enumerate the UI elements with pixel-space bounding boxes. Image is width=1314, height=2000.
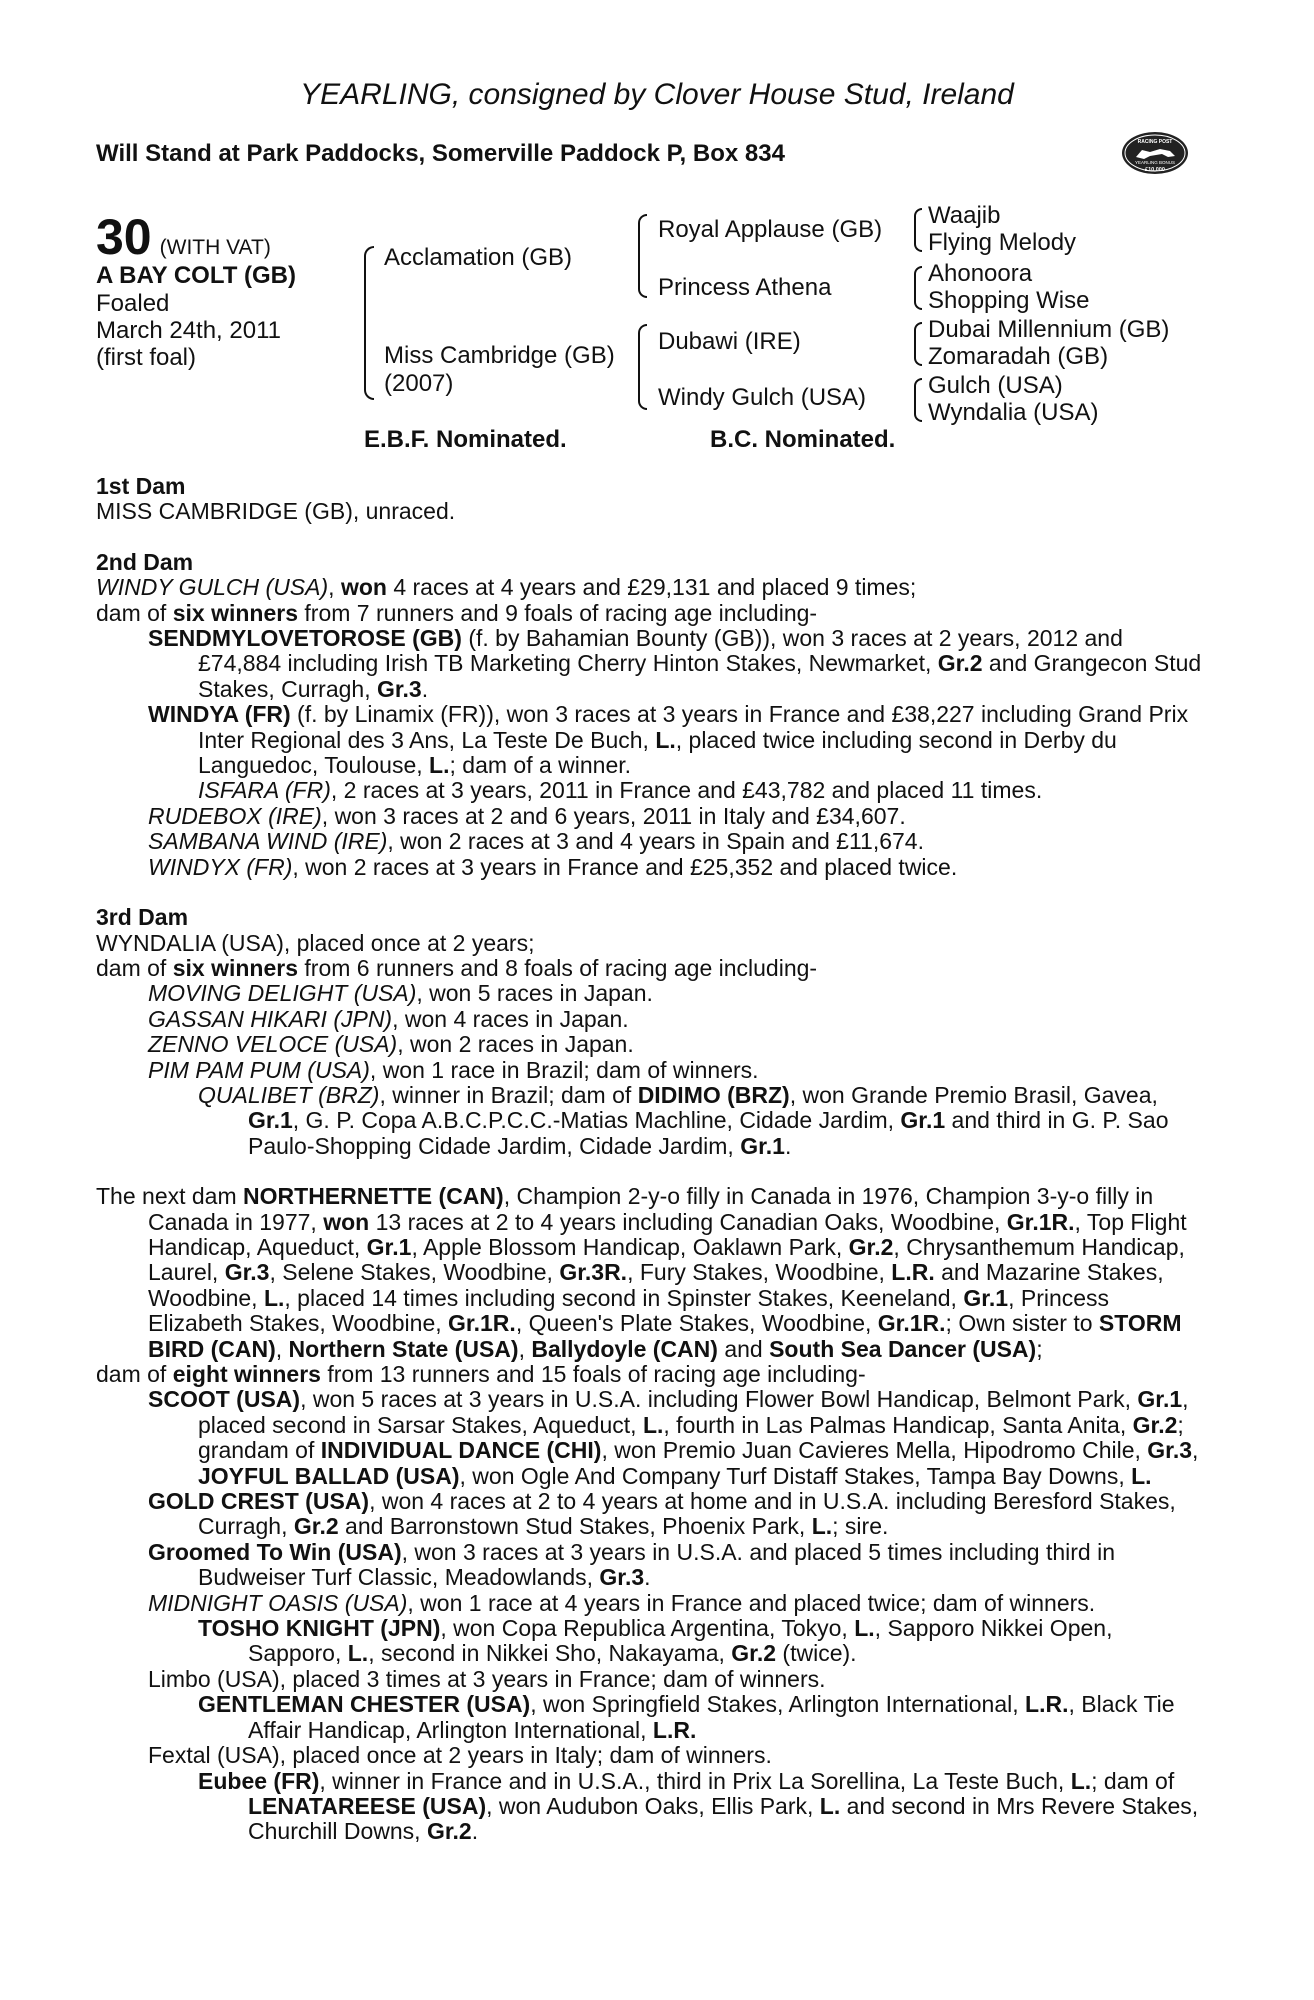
sire-dam-dam: Shopping Wise xyxy=(928,287,1090,314)
progeny-entry: MIDNIGHT OASIS (USA), won 1 race at 4 years in France and placed twice; dam of winners. xyxy=(148,1589,1096,1616)
dam-dam-dam: Wyndalia (USA) xyxy=(928,399,1099,426)
progeny-entry: MOVING DELIGHT (USA), won 5 races in Japan. xyxy=(148,980,653,1007)
next-dam-produce: dam of eight winners from 13 runners and 15 foals of racing age including- xyxy=(96,1361,866,1387)
progeny-entry: SCOOT (USA), won 5 races at 3 years in U.S.A. including Flower Bowl Handicap, Belmont Park, Gr.1, placed second in Sarsar Stakes, Aqueduct, L., fourth in Las Palmas Handicap, Santa Anita, Gr.2; grandam of INDIVIDUAL DANCE (CHI), won Premio Juan Cavieres Mella, Hipodromo Chile, Gr.3, JOYFUL BALLAD (USA), won Ogle And Company Turf Distaff Stakes, Tampa Bay Downs, L. xyxy=(148,1386,1199,1489)
progeny-entry: WINDYA (FR) (f. by Linamix (FR)), won 3 races at 3 years in France and £38,227 including Grand Prix Inter Regional des 3 Ans, La Teste De Buch, L., placed twice including second in Derby du Languedoc, Toulouse, L.; dam of a winner. xyxy=(148,701,1189,779)
yearling-bonus-badge xyxy=(1120,130,1190,176)
next-dam-text: The next dam NORTHERNETTE (CAN), Champion 2-y-o filly in Canada in 1976, Champion 3-y-o filly in Canada in 1977, won 13 races at 2 to 4 years including Canadian Oaks, Woodbine, Gr.1R., Top Flight Handicap, Aqueduct, Gr.1, Apple Blossom Handicap, Oaklawn Park, Gr.2, Chrysanthemum Handicap, Laurel, Gr.3, Selene Stakes, Woodbine, Gr.3R., Fury Stakes, Woodbine, L.R. and Mazarine Stakes, Woodbine, L., placed 14 times including second in Spinster Stakes, Keeneland, Gr.1, Princess Elizabeth Stakes, Woodbine, Gr.1R., Queen's Plate Stakes, Woodbine, Gr.1R.; Own sister to STORM BIRD (CAN), Northern State (USA), Ballydoyle (CAN) and South Sea Dancer (USA); xyxy=(96,1183,1187,1362)
third-dam-produce: dam of six winners from 6 runners and 8 foals of racing age including- xyxy=(96,954,818,981)
foaled-label: Foaled xyxy=(96,290,170,317)
pedigree-brace-ss xyxy=(914,208,922,252)
dam-sire: Dubawi (IRE) xyxy=(658,328,801,355)
progeny-entry: ZENNO VELOCE (USA), won 2 races in Japan. xyxy=(148,1031,634,1058)
lot-number: 30 xyxy=(96,209,152,265)
pedigree-brace-sd xyxy=(914,266,922,310)
lot-description: A BAY COLT (GB) xyxy=(96,262,297,289)
pedigree-brace-dam xyxy=(638,324,647,410)
third-dam-heading: 3rd Dam xyxy=(96,904,189,931)
badge-amount-text: £10,000 xyxy=(1145,167,1165,173)
sire-dam: Princess Athena xyxy=(658,274,832,301)
sire-sire-dam: Flying Melody xyxy=(928,229,1077,256)
second-dam-produce: dam of six winners from 7 runners and 9 foals of racing age including- xyxy=(96,599,818,626)
foaled-date: March 24th, 2011 xyxy=(96,317,282,344)
progeny-entry: QUALIBET (BRZ), winner in Brazil; dam of DIDIMO (BRZ), won Grande Premio Brasil, Gavea, Gr.1, G. P. Copa A.B.C.P.C.C.-Matias Machline, Cidade Jardim, Gr.1 and third in G. P. Sao Paulo-Shopping Cidade Jardim, Cidade Jardim, Gr.1. xyxy=(198,1081,1169,1159)
progeny-entry: RUDEBOX (IRE), won 3 races at 2 and 6 years, 2011 in Italy and £34,607. xyxy=(148,802,906,829)
badge-top-text: RACING POST xyxy=(1137,139,1173,145)
foal-note: (first foal) xyxy=(96,344,197,371)
dam-sire-sire: Dubai Millennium (GB) xyxy=(928,316,1170,343)
pedigree-brace-dd xyxy=(914,378,922,422)
badge-mid-text: YEARLING BONUS xyxy=(1134,160,1176,165)
dam-dam-sire: Gulch (USA) xyxy=(928,372,1063,399)
progeny-entry: WINDYX (FR), won 2 races at 3 years in France and £25,352 and placed twice. xyxy=(148,853,958,880)
pedigree-brace-main xyxy=(364,246,374,400)
progeny-entry: Eubee (FR), winner in France and in U.S.A., third in Prix La Sorellina, La Teste Buch, L.; dam of LENATAREESE (USA), won Audubon Oaks, Ellis Park, L. and second in Mrs Revere Stakes, Churchill Downs, Gr.2. xyxy=(198,1767,1199,1845)
progeny-entry: ISFARA (FR), 2 races at 3 years, 2011 in France and £43,782 and placed 11 times. xyxy=(198,777,1043,804)
progeny-entry: GASSAN HIKARI (JPN), won 4 races in Japan. xyxy=(148,1005,629,1032)
progeny-entry: SENDMYLOVETOROSE (GB) (f. by Bahamian Bounty (GB)), won 3 races at 2 years, 2012 and £74,884 including Irish TB Marketing Cherry Hinton Stakes, Newmarket, Gr.2 and Grangecon Stud Stakes, Curragh, Gr.3. xyxy=(148,625,1202,702)
stand-location: Will Stand at Park Paddocks, Somerville Paddock P, Box 834 xyxy=(96,140,785,167)
dam-sire-dam: Zomaradah (GB) xyxy=(928,343,1109,370)
progeny-entry: SAMBANA WIND (IRE), won 2 races at 3 and 4 years in Spain and £11,674. xyxy=(148,828,924,855)
progeny-entry: Limbo (USA), placed 3 times at 3 years in France; dam of winners. xyxy=(148,1665,826,1692)
third-dam-text: WYNDALIA (USA), placed once at 2 years; xyxy=(96,929,535,956)
progeny-entry: GOLD CREST (USA), won 4 races at 2 to 4 years at home and in U.S.A. including Beresford Stakes, Curragh, Gr.2 and Barronstown Stud Stakes, Phoenix Park, L.; sire. xyxy=(148,1488,1176,1540)
ebf-nominated: E.B.F. Nominated. xyxy=(364,426,567,453)
second-dam-heading: 2nd Dam xyxy=(96,548,194,575)
progeny-entry: PIM PAM PUM (USA), won 1 race in Brazil; dam of winners. xyxy=(148,1056,759,1083)
page-title: YEARLING, consigned by Clover House Stud, Ireland xyxy=(300,78,1014,111)
progeny-entry: TOSHO KNIGHT (JPN), won Copa Republica Argentina, Tokyo, L., Sapporo Nikkei Open, Sapporo, L., second in Nikkei Sho, Nakayama, Gr.2 (twice). xyxy=(198,1615,1113,1667)
vat-note: (WITH VAT) xyxy=(159,236,271,259)
dam-dam: Windy Gulch (USA) xyxy=(658,384,867,411)
lot-heading xyxy=(96,208,271,266)
second-dam-text: WINDY GULCH (USA), won 4 races at 4 years and £29,131 and placed 9 times; xyxy=(96,574,917,601)
sire-sire: Royal Applause (GB) xyxy=(658,216,883,243)
pedigree-brace-ds xyxy=(914,322,922,366)
bc-nominated: B.C. Nominated. xyxy=(710,426,896,453)
progeny-entry: GENTLEMAN CHESTER (USA), won Springfield Stakes, Arlington International, L.R., Black Tie Affair Handicap, Arlington International, L.R. xyxy=(198,1691,1175,1743)
pedigree-brace-sire xyxy=(638,214,647,298)
dam-name: Miss Cambridge (GB) xyxy=(384,342,615,369)
progeny-entry: Fextal (USA), placed once at 2 years in Italy; dam of winners. xyxy=(148,1742,772,1769)
dam-year: (2007) xyxy=(384,370,454,397)
sire-sire-sire: Waajib xyxy=(928,202,1001,229)
sire-name: Acclamation (GB) xyxy=(384,244,573,271)
first-dam-heading: 1st Dam xyxy=(96,473,186,499)
first-dam-text: MISS CAMBRIDGE (GB), unraced. xyxy=(96,498,456,525)
sire-dam-sire: Ahonoora xyxy=(928,260,1033,287)
progeny-entry: Groomed To Win (USA), won 3 races at 3 years in U.S.A. and placed 5 times including third in Budweiser Turf Classic, Meadowlands, Gr.3. xyxy=(148,1538,1115,1591)
catalogue-body xyxy=(96,474,1206,1845)
